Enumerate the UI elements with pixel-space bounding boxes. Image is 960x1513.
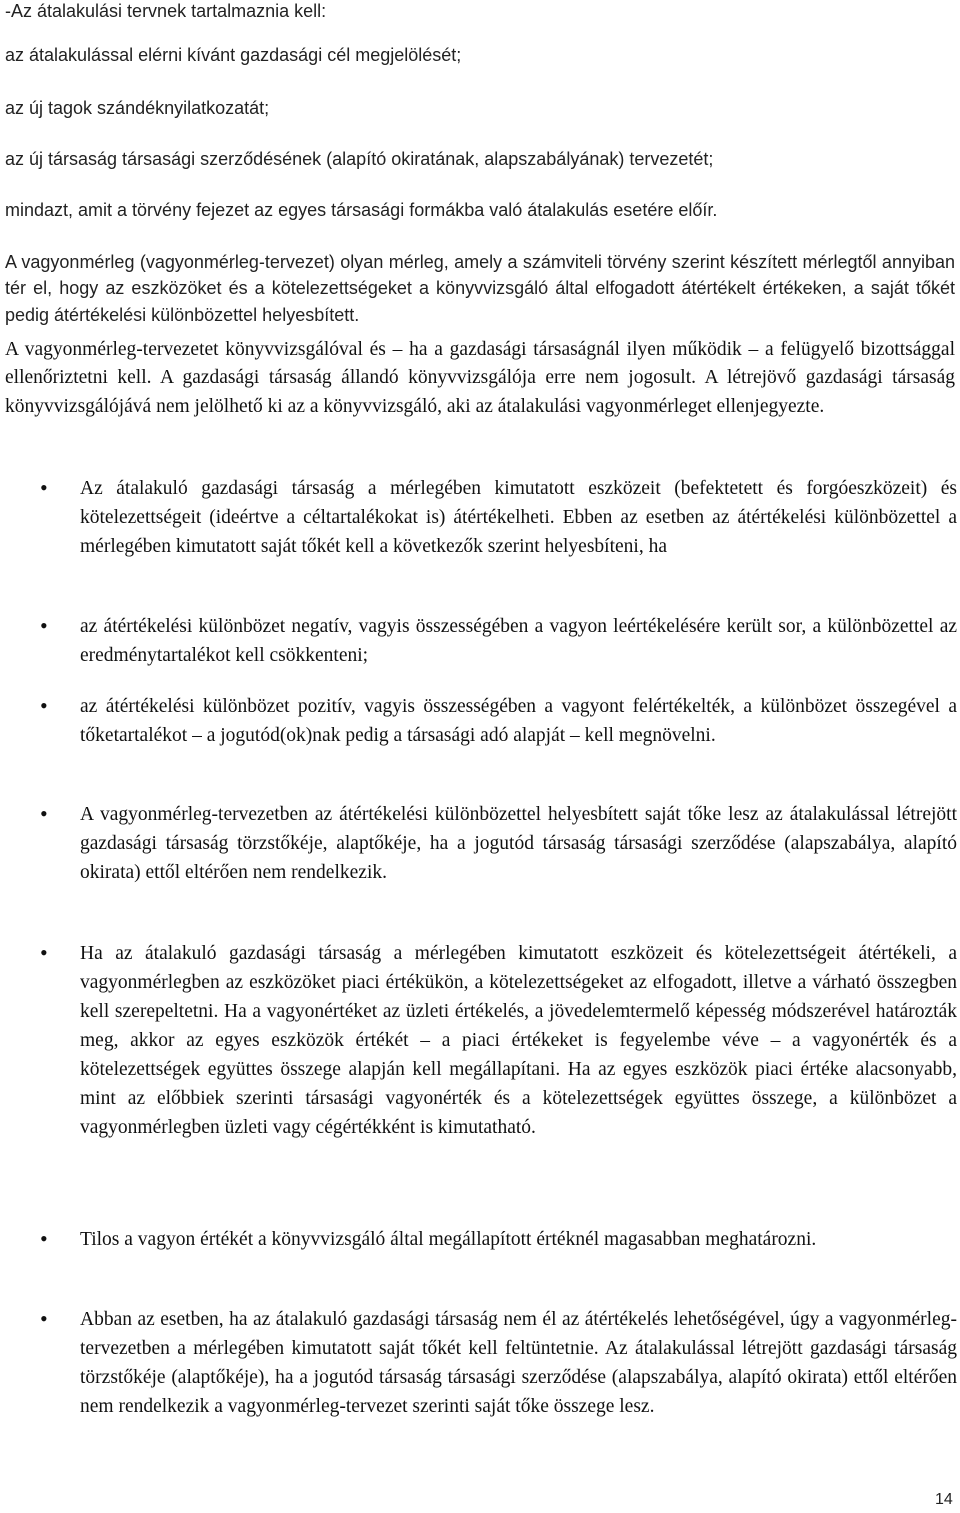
list-item-positive-difference: az átértékelési különbözet pozitív, vagyis összességében a vagyont felértékelték, a különbözet összegével a tőketartalékot – a jogutód(ok)nak pedig a társasági adó alapját – kell megnövelni. [80, 696, 957, 746]
bullet-icon: • [40, 1306, 48, 1331]
intro-item-contract-draft: az új társaság társasági szerződésének (alapító okiratának, alapszabályának) tervezetét; [5, 149, 714, 169]
list-item-market-value: Ha az átalakuló gazdasági társaság a mérlegében kimutatott eszközeit és kötelezettségeit átértékeli, a vagyonmérlegben az eszközöket piaci értékükön, a kötelezettségeket az elfogadott, illetve a várható összegben kell szerepeltetni. Ha a vagyonértéket az üzleti értékelés, a jövedelemtermelő képesség módszerével határozták meg, akkor az egyes eszközök értékét – a piaci értékeket is fegyelembe véve – a vagyonérték és a kötelezettségek együttes összege alapján kell megállapítani. Ha az egyes eszközök piaci értéke alacsonyabb, mint az előbbiek szerinti társasági vagyonérték és a kötelezettségek együttes összege, a különbözet a vagyonmérlegben üzleti vagy cégértékként is kimutatható. [80, 943, 957, 1138]
bullet-icon: • [40, 693, 48, 718]
bullet-icon: • [40, 613, 48, 638]
intro-item-legal-requirements: mindazt, amit a törvény fejezet az egyes társasági formákba való átalakulás esetére előír. [5, 200, 718, 220]
bullet-icon: • [40, 1226, 48, 1251]
bullet-icon: • [40, 940, 48, 965]
intro-item-goal: az átalakulással elérni kívánt gazdasági cél megjelölését; [5, 45, 462, 65]
intro-item-declaration: az új tagok szándéknyilatkozatát; [5, 98, 270, 118]
audit-requirements-paragraph: A vagyonmérleg-tervezetet könyvvizsgálóval és – ha a gazdasági társaságnál ilyen működik – a felügyelő bizottsággal ellenőriztetni kell. A gazdasági társaság állandó könyvvizsgálója erre nem jogosult. A létrejövő gazdasági társaság könyvvizsgálójává nem jelölhető ki az a könyvvizsgáló, aki az átalakulási vagyonmérleget ellenjegyezte. [5, 339, 955, 417]
list-item-revaluation: Az átalakuló gazdasági társaság a mérlegében kimutatott eszközeit (befektetett és forgóeszközeit) és kötelezettségeit (ideértve a céltartalékokat is) átértékelheti. Ebben az esetben az átértékelési különbözettel a mérlegében kimutatott saját tőkét kell a következők szerint helyesbíteni, ha [80, 478, 957, 557]
list-item-adjusted-equity: A vagyonmérleg-tervezetben az átértékelési különbözettel helyesbített saját tőke lesz az átalakulással létrejött gazdasági társaság törzstőkéje, alaptőkéje, ha a jogutód társaság társasági szerződése (alapszabálya, alapító okirata) ettől eltérően nem rendelkezik. [80, 804, 957, 883]
bullet-icon: • [40, 475, 48, 500]
bullet-icon: • [40, 801, 48, 826]
asset-balance-definition-paragraph: A vagyonmérleg (vagyonmérleg-tervezet) olyan mérleg, amely a számviteli törvény szerint készített mérlegtől annyiban tér el, hogy az eszközöket és a kötelezettségeket a könyvvizsgáló által elfogadott átértékelt értékeken, a saját tőkét pedig átértékelési különbözettel helyesbített. [5, 252, 955, 325]
list-item-valuation-limit: Tilos a vagyon értékét a könyvvizsgáló által megállapított értéknél magasabban meghatározni. [80, 1229, 817, 1250]
list-item-negative-difference: az átértékelési különbözet negatív, vagyis összességében a vagyon leértékelésére került sor, a különbözettel az eredménytartalékot kell csökkenteni; [80, 616, 957, 666]
list-item-no-revaluation: Abban az esetben, ha az átalakuló gazdasági társaság nem él az átértékelés lehetőségével, úgy a vagyonmérleg-tervezetben a mérlegében kimutatott saját tőkét kell feltüntetnie. Az átalakulással létrejött gazdasági társaság törzstőkéje (alaptőkéje), ha a jogutód társaság társasági szerződése (alapszabálya, alapító okirata) ettől eltérően nem rendelkezik a vagyonmérleg-tervezet szerinti saját tőke összege lesz. [80, 1309, 957, 1417]
intro-heading: -Az átalakulási tervnek tartalmaznia kell: [5, 1, 327, 21]
page-number: 14 [935, 1491, 953, 1508]
